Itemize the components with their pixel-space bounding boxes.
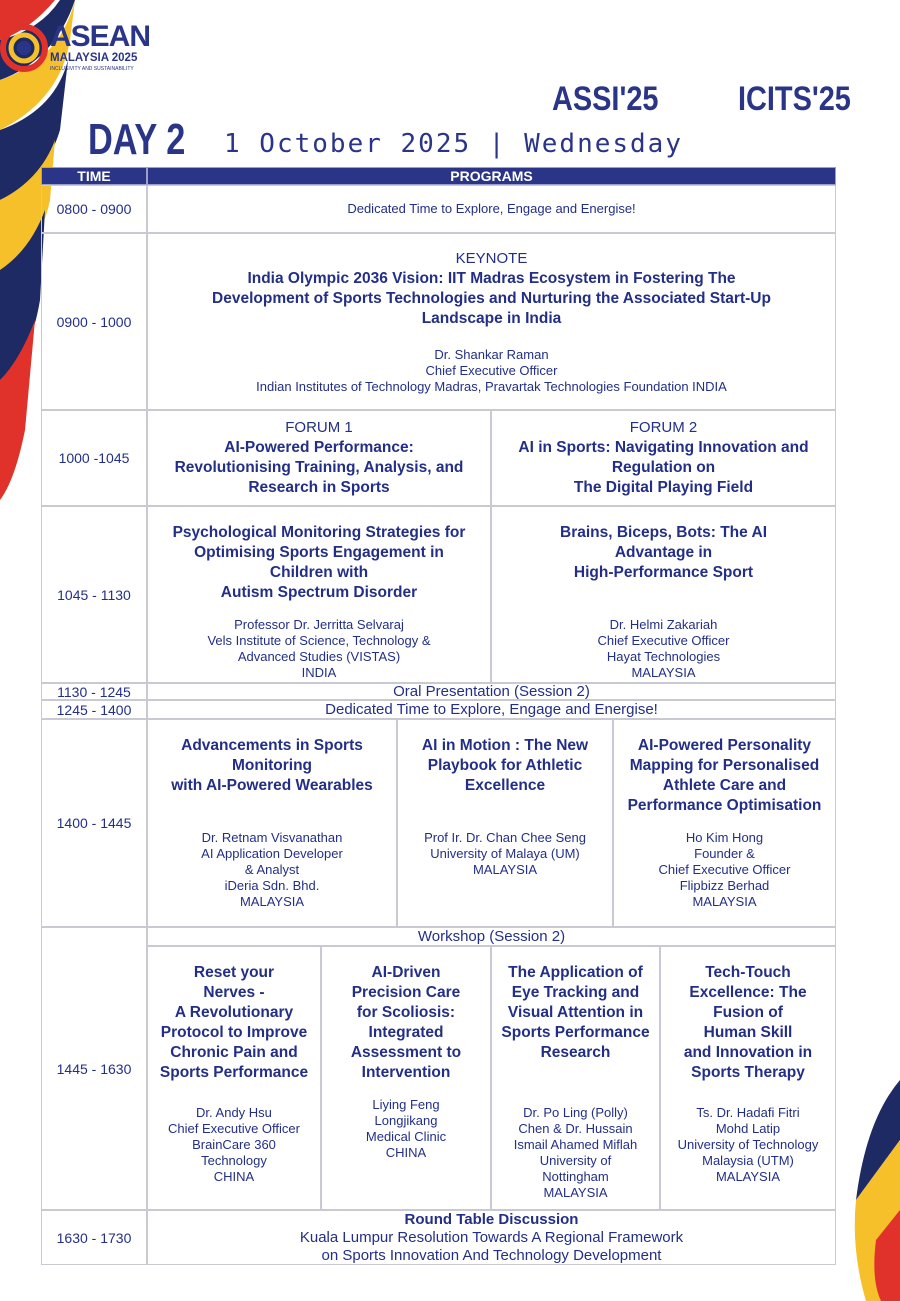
title-line: AI-Driven <box>371 964 441 981</box>
roundtable-title: Round Table Discussion <box>404 1210 579 1228</box>
speaker-line: Chen & Dr. Hussain <box>518 1121 633 1136</box>
speaker-line: Ismail Ahamed Miflah <box>513 1137 638 1152</box>
speaker-line: Dr. Helmi Zakariah <box>609 617 718 632</box>
session-cell <box>147 506 491 683</box>
workshop-label: Workshop (Session 2) <box>147 927 836 946</box>
program-cell <box>147 185 836 233</box>
speaker-line: University of Malaya (UM) <box>430 846 580 861</box>
col-header-programs: PROGRAMS <box>147 167 836 185</box>
time-cell: 1130 - 1245 <box>41 683 147 700</box>
speaker-line: Indian Institutes of Technology Madras, Pravartak Technologies Foundation INDIA <box>256 378 727 394</box>
speaker-line: AI Application Developer <box>201 846 343 861</box>
program-text: Dedicated Time to Explore, Engage and Energise! <box>347 201 636 216</box>
title-line: Sports Therapy <box>691 1064 805 1081</box>
speaker-line: MALAYSIA <box>472 862 538 877</box>
workshop-cell <box>491 946 660 1210</box>
title-line: Integrated <box>368 1024 444 1041</box>
keynote-label: KEYNOTE <box>455 249 528 267</box>
session-title <box>173 523 466 603</box>
title-line: Excellence: The <box>689 984 807 1001</box>
title-line: Playbook for Athletic <box>427 757 583 774</box>
event-assi: ASSI'25 <box>552 80 659 118</box>
asean-logo-tagline: INCLUSIVITY AND SUSTAINABILITY <box>50 66 134 72</box>
speaker-line: Ts. Dr. Hadafi Fitri <box>696 1105 800 1120</box>
time-cell: 1245 - 1400 <box>41 700 147 719</box>
asean-logo-sub: MALAYSIA 2025 <box>50 52 138 64</box>
time-cell: 1400 - 1445 <box>41 719 147 927</box>
title-line: Chronic Pain and <box>170 1044 298 1061</box>
speaker-line: Dr. Shankar Raman <box>434 346 549 362</box>
forum-2-cell <box>491 410 836 506</box>
session-speaker <box>201 830 343 910</box>
speaker-line: INDIA <box>301 665 337 680</box>
session-title <box>351 963 461 1083</box>
session-cell <box>147 719 397 927</box>
day-label: DAY 2 <box>88 115 186 164</box>
session-speaker <box>168 1105 300 1185</box>
speaker-line: Medical Clinic <box>365 1129 447 1144</box>
title-line: Psychological Monitoring Strategies for <box>172 524 466 541</box>
workshop-cell <box>321 946 491 1210</box>
speaker-line: Longjikang <box>374 1113 438 1128</box>
roundtable-text: Kuala Lumpur Resolution Towards A Regional Framework <box>299 1228 684 1246</box>
session-speaker <box>366 1097 446 1161</box>
roundtable-text: on Sports Innovation And Technology Development <box>321 1246 662 1264</box>
session-title <box>628 736 822 816</box>
forum-label: FORUM 1 <box>285 419 353 436</box>
title-line: Monitoring <box>231 757 313 774</box>
speaker-line: Chief Executive Officer <box>168 1121 300 1136</box>
workshop-cell <box>147 946 321 1210</box>
ribbon-decoration-right <box>836 1080 900 1301</box>
speaker-line: Malaysia (UTM) <box>702 1153 794 1168</box>
title-line: Eye Tracking and <box>511 984 640 1001</box>
title-line: Protocol to Improve <box>160 1024 308 1041</box>
keynote-title <box>212 269 771 329</box>
title-line: High-Performance Sport <box>573 564 754 581</box>
speaker-line: Chief Executive Officer <box>597 633 730 648</box>
speaker-line: CHINA <box>385 1145 427 1160</box>
title-line: with AI-Powered Wearables <box>171 777 373 794</box>
title-line: Advancements in Sports <box>181 737 363 754</box>
title-line: Revolutionising Training, Analysis, and <box>174 459 464 476</box>
time-cell: 1630 - 1730 <box>41 1210 147 1265</box>
title-line: AI in Sports: Navigating Innovation and <box>518 439 809 456</box>
title-line: Brains, Biceps, Bots: The AI <box>560 524 767 541</box>
title-line: Reset your <box>193 964 275 981</box>
title-line: A Revolutionary <box>174 1004 294 1021</box>
session-speaker <box>659 830 791 910</box>
session-title <box>422 736 588 796</box>
title-line: AI-Powered Personality <box>637 737 812 754</box>
time-cell: 1000 -1045 <box>41 410 147 506</box>
speaker-line: MALAYSIA <box>692 894 757 909</box>
session-title <box>160 963 308 1083</box>
title-line: Athlete Care and <box>662 777 787 794</box>
title-line: for Scoliosis: <box>356 1004 456 1021</box>
speaker-line: Nottingham <box>542 1169 609 1184</box>
speaker-line: Hayat Technologies <box>606 649 721 664</box>
speaker-line: Dr. Andy Hsu <box>196 1105 272 1120</box>
speaker-line: Advanced Studies (VISTAS) <box>237 649 401 664</box>
speaker-line: Prof Ir. Dr. Chan Chee Seng <box>424 830 586 845</box>
session-speaker <box>598 617 730 681</box>
speaker-line: Chief Executive Officer <box>658 862 791 877</box>
session-cell <box>491 506 836 683</box>
title-line: Intervention <box>361 1064 451 1081</box>
title-line: Performance Optimisation <box>627 797 822 814</box>
speaker-line: MALAYSIA <box>543 1185 608 1200</box>
title-line: Sports Performance <box>159 1064 309 1081</box>
speaker-line: MALAYSIA <box>239 894 305 909</box>
title-line: Research <box>540 1044 611 1061</box>
program-cell: Dedicated Time to Explore, Engage and Energise! <box>147 700 836 719</box>
title-line: Mapping for Personalised <box>629 757 820 774</box>
title-line: Development of Sports Technologies and Nurturing the Associated Start-Up <box>212 289 771 307</box>
event-icits: ICITS'25 <box>738 80 851 118</box>
time-cell: 1045 - 1130 <box>41 506 147 683</box>
title-line: Regulation on <box>611 459 716 476</box>
asean-logo <box>0 22 160 74</box>
title-line: Advantage in <box>614 544 713 561</box>
speaker-line: Liying Feng <box>372 1097 440 1112</box>
roundtable-cell <box>147 1210 836 1265</box>
speaker-line: MALAYSIA <box>715 1169 781 1184</box>
session-title <box>560 523 767 583</box>
session-cell <box>613 719 836 927</box>
session-speaker <box>207 617 430 681</box>
forum-1-cell <box>147 410 491 506</box>
speaker-line: University of <box>539 1153 612 1168</box>
col-header-time: TIME <box>41 167 147 185</box>
title-line: AI-Powered Performance: <box>224 439 414 456</box>
program-cell: Oral Presentation (Session 2) <box>147 683 836 700</box>
speaker-line: Technology <box>201 1153 267 1168</box>
speaker-line: Dr. Retnam Visvanathan <box>201 830 343 845</box>
speaker-line: iDeria Sdn. Bhd. <box>224 878 320 893</box>
title-line: Nerves - <box>203 984 265 1001</box>
title-line: Tech-Touch <box>705 964 791 981</box>
title-line: Research in Sports <box>248 479 390 496</box>
forum-title <box>518 438 808 498</box>
speaker-line: BrainCare 360 <box>192 1137 276 1152</box>
speaker-line: Dr. Po Ling (Polly) <box>523 1105 628 1120</box>
speaker-line: Mohd Latip <box>715 1121 781 1136</box>
keynote-speaker <box>256 347 727 395</box>
title-line: AI in Motion : The New <box>421 737 589 754</box>
title-line: Children with <box>269 564 369 581</box>
title-line: Human Skill <box>703 1024 793 1041</box>
asean-logo-name: ASEAN <box>50 20 151 53</box>
speaker-line: Flipbizz Berhad <box>679 878 770 893</box>
title-line: Fusion of <box>713 1004 783 1021</box>
asean-emblem-icon <box>0 22 48 72</box>
time-cell: 0900 - 1000 <box>41 233 147 410</box>
speaker-line: CHINA <box>213 1169 255 1184</box>
speaker-line: Ho Kim Hong <box>685 830 764 845</box>
session-title <box>684 963 812 1083</box>
forum-label: FORUM 2 <box>629 419 698 436</box>
session-speaker <box>424 830 586 878</box>
title-line: The Digital Playing Field <box>573 479 754 496</box>
speaker-line: Vels Institute of Science, Technology & <box>207 633 431 648</box>
session-title <box>171 736 373 796</box>
title-line: Excellence <box>464 777 546 794</box>
title-line: Optimising Sports Engagement in <box>194 544 444 561</box>
speaker-line: Professor Dr. Jerritta Selvaraj <box>234 617 404 632</box>
title-line: The Application of <box>508 964 643 981</box>
speaker-line: Founder & <box>694 846 755 861</box>
title-line: Visual Attention in <box>507 1004 644 1021</box>
session-cell <box>397 719 613 927</box>
workshop-cell <box>660 946 836 1210</box>
speaker-line: University of Technology <box>677 1137 819 1152</box>
title-line: Landscape in India <box>421 309 562 327</box>
title-line: India Olympic 2036 Vision: IIT Madras Ecosystem in Fostering The <box>247 269 736 287</box>
title-line: Autism Spectrum Disorder <box>220 584 418 601</box>
time-cell: 1445 - 1630 <box>41 927 147 1210</box>
speaker-line: Chief Executive Officer <box>425 362 558 378</box>
title-line: Assessment to <box>350 1044 462 1061</box>
speaker-line: MALAYSIA <box>631 665 696 680</box>
session-title <box>501 963 649 1063</box>
date-label: 1 October 2025 | Wednesday <box>224 129 683 159</box>
speaker-line: & Analyst <box>244 862 300 877</box>
session-speaker <box>678 1105 819 1185</box>
title-line: and Innovation in <box>683 1044 813 1061</box>
forum-title <box>175 438 464 498</box>
session-speaker <box>514 1105 638 1201</box>
time-cell: 0800 - 0900 <box>41 185 147 233</box>
keynote-cell <box>147 233 836 410</box>
title-line: Sports Performance <box>501 1024 650 1041</box>
title-line: Precision Care <box>351 984 461 1001</box>
